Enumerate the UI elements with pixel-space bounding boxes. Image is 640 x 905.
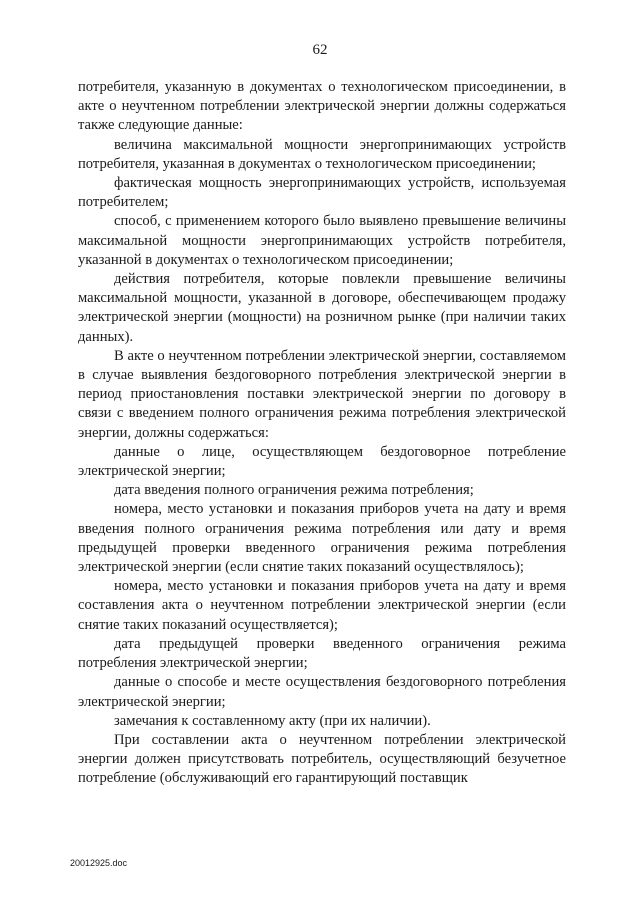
paragraph: дата предыдущей проверки введенного ограничения режима потребления электрической энергии; [78,635,566,672]
paragraph: замечания к составленному акту (при их наличии). [114,712,431,729]
paragraph: В акте о неучтенном потреблении электрической энергии, составляемом в случае выявления бездоговорного потребления электрической энергии в период приостановления поставки электрической энергии по договору в связи с введением полного ограничения режима потребления электрической энергии, должны содержаться: [78,347,566,441]
paragraph: данные о лице, осуществляющем бездоговорное потребление электрической энергии; [78,443,566,480]
paragraph: номера, место установки и показания приборов учета на дату и время составления акта о неучтенном потреблении электрической энергии (если снятие таких показаний осуществляется); [78,578,566,633]
document-body [78,78,566,789]
paragraph: При составлении акта о неучтенном потреблении электрической энергии должен присутствовать потребитель, осуществляющий безучетное потребление (обслуживающий его гарантирующий поставщик [78,731,566,787]
footer-filename: 20012925.doc [70,858,128,868]
paragraph: способ, с применением которого было выявлено превышение величины максимальной мощности энергопринимающих устройств потребителя, указанной в документах о технологическом присоединении; [78,213,566,268]
paragraph: номера, место установки и показания приборов учета на дату и время введения полного ограничения режима потребления или дату и время предыдущей проверки введенного ограничения режима потребления электрической энергии (если снятие таких показаний осуществлялось); [78,501,566,576]
paragraph: дата введения полного ограничения режима потребления; [114,482,474,499]
paragraph: данные о способе и месте осуществления бездоговорного потребления электрической энергии; [78,674,566,710]
page-number: 62 [312,42,328,58]
paragraph: фактическая мощность энергопринимающих устройств, используемая потребителем; [78,175,566,211]
paragraph: действия потребителя, которые повлекли превышение величины максимальной мощности, указанной в договоре, обеспечивающем продажу электрической энергии (мощности) на розничном рынке (при наличии таких данных). [78,271,566,345]
paragraph: величина максимальной мощности энергопринимающих устройств потребителя, указанная в документах о технологическом присоединении; [78,136,566,172]
paragraph: потребителя, указанную в документах о технологическом присоединении, в акте о неучтенном потреблении электрической энергии должны содержаться также следующие данные: [78,79,566,134]
